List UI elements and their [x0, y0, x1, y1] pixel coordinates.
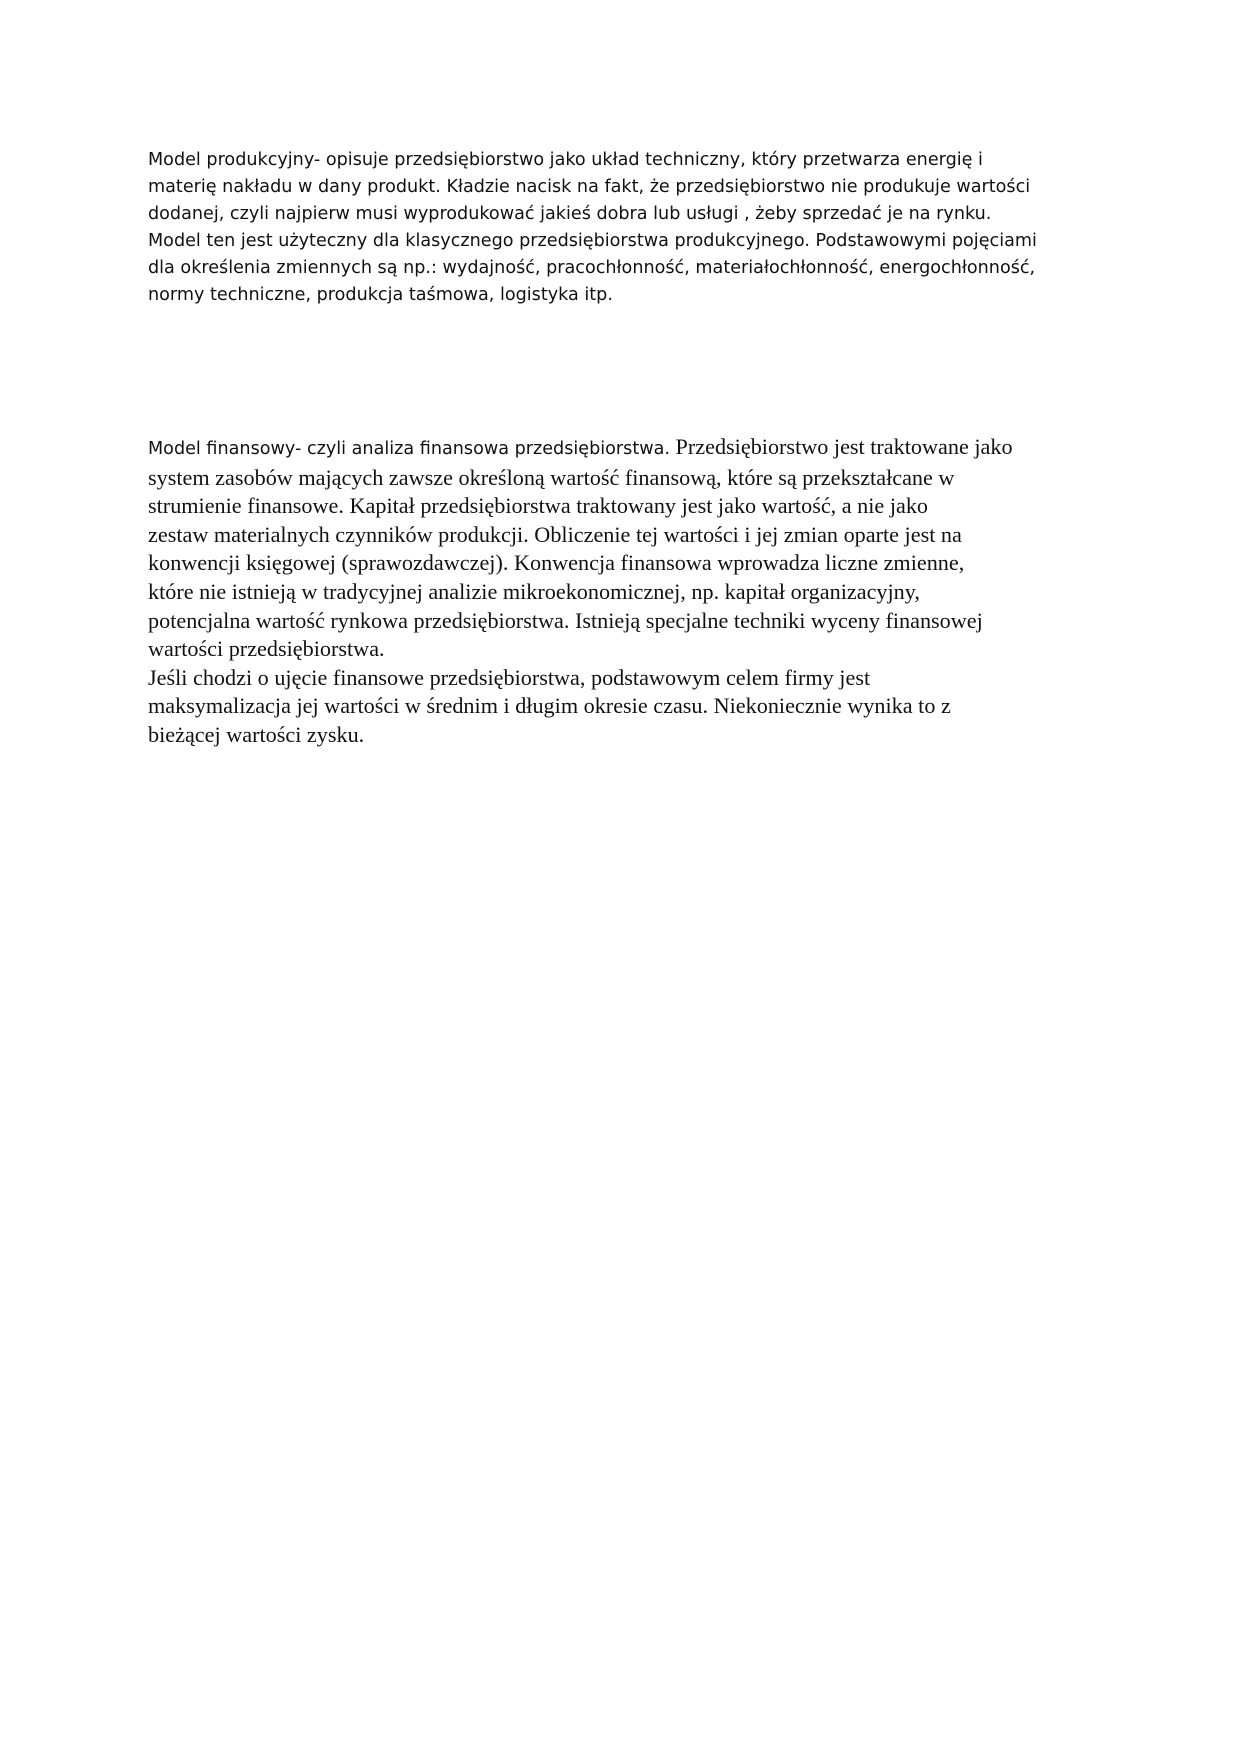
production-model-paragraph — [148, 147, 1098, 309]
text-line: zestaw materialnych czynników produkcji. Obliczenie tej wartości i jej zmian oparte jest na — [148, 521, 962, 547]
text-line: strumienie finansowe. Kapitał przedsiębiorstwa traktowany jest jako wartość, a nie jako — [148, 493, 929, 519]
financial-model-paragraph — [148, 433, 1108, 750]
financial-model-lead: Model finansowy- czyli analiza finansowa przedsiębiorstwa. — [148, 439, 670, 459]
text-line: Jeśli chodzi o ujęcie finansowe przedsiębiorstwa, podstawowym celem firmy jest — [148, 664, 871, 690]
text-line: które nie istnieją w tradycyjnej analizie mikroekonomicznej, np. kapitał organizacyjny, — [148, 578, 920, 604]
text-line: materię nakładu w dany produkt. Kładzie nacisk na fakt, że przedsiębiorstwo nie produkuje wartości — [148, 177, 1031, 197]
text-line: potencjalna wartość rynkowa przedsiębiorstwa. Istnieją specjalne techniki wyceny finansowej — [148, 607, 983, 633]
text-line — [148, 433, 1108, 464]
text-line: Model produkcyjny- opisuje przedsiębiorstwo jako układ techniczny, który przetwarza energię i — [148, 150, 983, 170]
text-line: maksymalizacja jej wartości w średnim i długim okresie czasu. Niekoniecznie wynika to z — [148, 693, 951, 719]
text-line: dla określenia zmiennych są np.: wydajność, pracochłonność, materiałochłonność, energochłonność, — [148, 258, 1036, 278]
text-line: bieżącej wartości zysku. — [148, 721, 365, 747]
text-line: konwencji księgowej (sprawozdawczej). Konwencja finansowa wprowadza liczne zmienne, — [148, 550, 965, 576]
text-line: wartości przedsiębiorstwa. — [148, 636, 385, 662]
financial-model-first-line-rest: Przedsiębiorstwo jest traktowane jako — [669, 434, 1013, 459]
text-line: system zasobów mających zawsze określoną wartość finansową, które są przekształcane w — [148, 464, 955, 490]
text-line: Model ten jest użyteczny dla klasycznego przedsiębiorstwa produkcyjnego. Podstawowymi pojęciami — [148, 231, 1037, 251]
text-line: dodanej, czyli najpierw musi wyprodukować jakieś dobra lub usługi , żeby sprzedać je na rynku. — [148, 204, 992, 224]
text-line: normy techniczne, produkcja taśmowa, logistyka itp. — [148, 285, 613, 305]
